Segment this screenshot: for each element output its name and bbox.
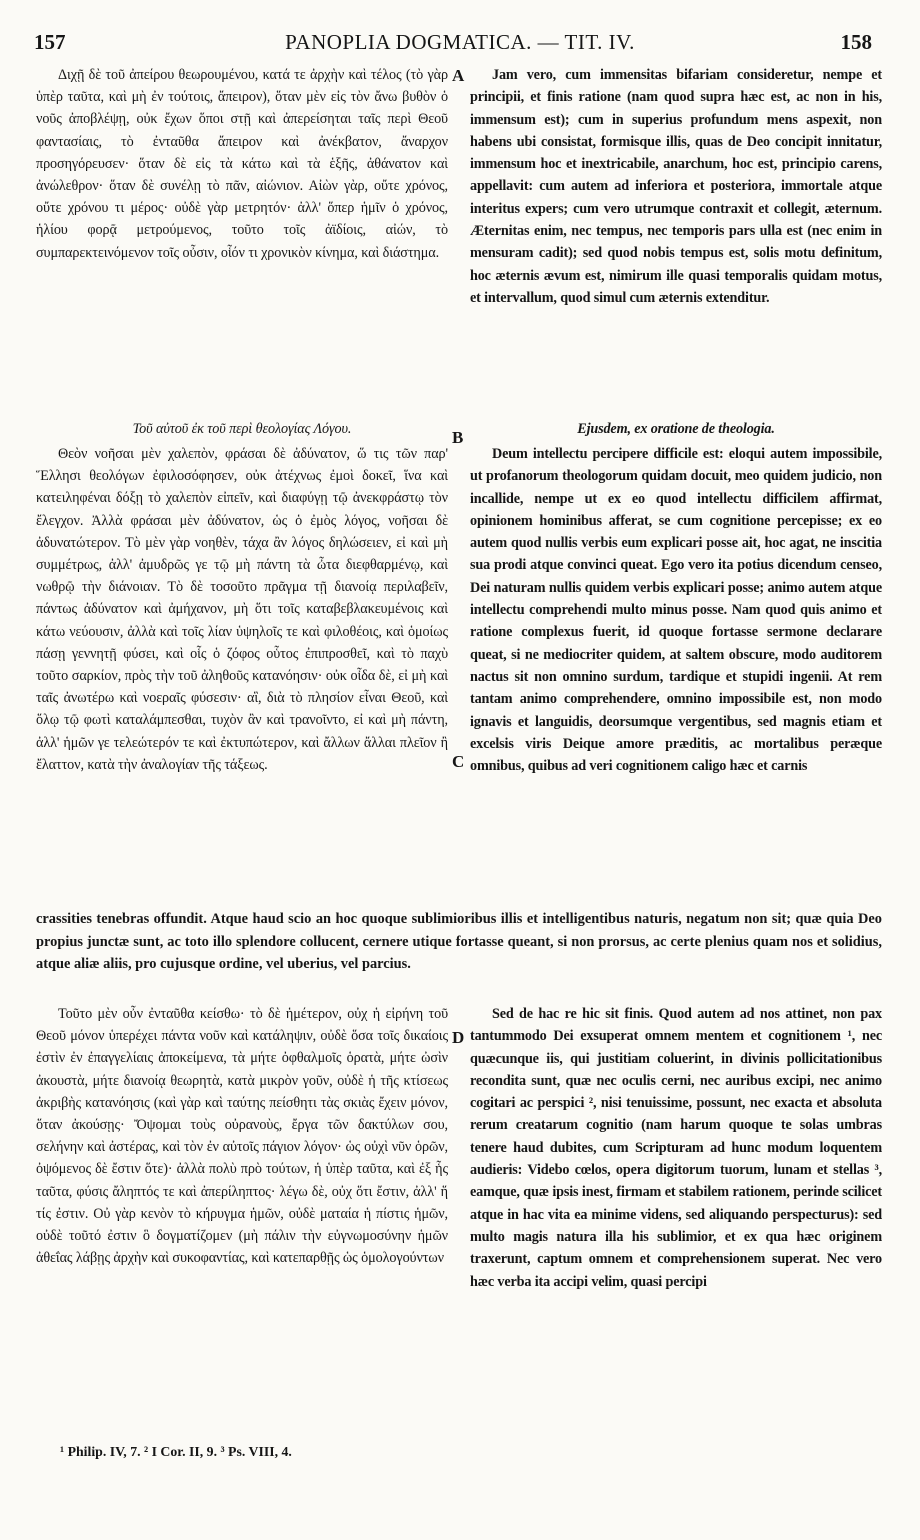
greek-paragraph-2: [36, 443, 448, 776]
greek-title: Τοῦ αὐτοῦ ἐκ τοῦ περὶ θεολογίας Λόγου.: [132, 421, 352, 437]
section-marker-d: D: [452, 1028, 465, 1047]
latin-paragraph-2: [470, 443, 882, 777]
latin-continuation: [36, 908, 882, 976]
latin-paragraph-1: [470, 64, 882, 309]
greek-text-2: Θεὸν νοῆσαι μὲν χαλεπὸν, φράσαι δὲ ἀδύνατον, ὥ τις τῶν παρ' Ἕλλησι θεολόγων ἐφιλοσόφησεν, οὐκ ἀτέχνως ἐμοὶ δοκεῖ, ἵνα καὶ κατειληφέναι δόξῃ τὸ χαλεπὸν εἰπεῖν, καὶ διαφύγῃ τῷ ἀνεκφράστῳ τὸν ἔλεγχον. Ἀλλὰ φράσαι μὲν ἀδύνατον, ὡς ὁ ἐμὸς λόγος, νοῆσαι δὲ ἀδυνατώτερον. Τὸ μὲν γὰρ νοηθὲν, τάχα ἂν λόγος δηλώσειεν, εἰ καὶ μὴ συμμέτρως, ἀλλ' ἀμυδρῶς γε τῷ μὴ πάντη τὰ ὦτα διεφθαρμένῳ, καὶ νωθρῷ τὴν διάνοιαν. Τὸ δὲ τοσοῦτο πρᾶγμα τῇ διανοίᾳ περιλαβεῖν, πάντως ἀδύνατον καὶ ἀμήχανον, μὴ ὅτι τοῖς καταβεβλακευμένοις καὶ κάτω νεύουσιν, ἀλλὰ καὶ τοῖς λίαν ὑψηλοῖς τε καὶ φιλοθέοις, καὶ ὁμοίως πάσῃ γεννητῇ φύσει, καὶ οἷς ὁ ζόφος οὗτος ἐπιπροσθεῖ, καὶ τὸ παχὺ τοῦτο σαρκίον, πρὸς τὴν τοῦ ἀληθοῦς κατανόησιν· οὐκ οἶδα δὲ, εἰ μὴ καὶ ταῖς ἀνωτέρω καὶ νοεραῖς φύσεσιν· αἳ, διὰ τὸ πλησίον εἶναι Θεοῦ, καὶ ὅλῳ τῷ φωτὶ καταλάμπεσθαι, τυχὸν ἂν καὶ τρανοῖντο, εἰ καὶ μὴ πάντη, ἀλλ' ἡμῶν γε τελεώτερόν τε καὶ ἐκτυπώτερον, καὶ ἄλλων ἄλλαι πλεῖον ἢ ἔλαττον, κατὰ τὴν ἀναλογίαν τῆς τάξεως.: [36, 446, 448, 773]
greek-paragraph-3: [36, 1003, 448, 1269]
latin-paragraph-3: [470, 1003, 882, 1293]
footnotes-text: ¹ Philip. IV, 7. ² I Cor. II, 9. ³ Ps. VIII, 4.: [60, 1444, 292, 1459]
section-marker-a: A: [452, 66, 465, 85]
greek-paragraph-1: [36, 64, 448, 264]
footnotes: [60, 1442, 460, 1462]
greek-text-3: Τοῦτο μὲν οὖν ἐνταῦθα κείσθω· τὸ δὲ ἡμέτερον, οὐχ ἡ εἰρήνη τοῦ Θεοῦ μόνον ὑπερέχει πάντα νοῦν καὶ κατάληψιν, οὐδὲ ὅσα τοῖς δικαίοις ἐστὶν ἐν ἐπαγγελίαις ἀποκείμενα, τὰ μήτε ὀφθαλμοῖς ὁρατὰ, μήτε ὠσὶν ἀκουστὰ, μήτε διανοίᾳ θεωρητὰ, κατὰ μικρὸν γοῦν, οὐδὲ ἡ τῆς κτίσεως ἀκριβὴς κατανόησις (καὶ γὰρ καὶ ταύτης πείσθητι τὰς σκιὰς ἔχειν μόνον, ὅταν ἀκούσῃς· Ὄψομαι τοὺς οὐρανοὺς, ἔργα τῶν δακτύλων σου, σελήνην καὶ ἀστέρας, καὶ τὸν ἐν αὐτοῖς πάγιον λόγον· ὡς οὐχὶ νῦν ὁρῶν, ὀψόμενος δὲ ἔστιν ὅτε)· ἀλλὰ πολὺ πρὸ τούτων, ἡ ὑπὲρ ταῦτα, καὶ ἐξ ἧς ταῦτα, φύσις ἄληπτός τε καὶ ἀπερίληπτος· λέγω δὲ, οὐχ ὅτι ἔστιν, ἀλλ' ἥ τίς ἐστιν. Οὐ γὰρ κενὸν τὸ κήρυγμα ἡμῶν, οὐδὲ ματαία ἡ πίστις ἡμῶν, οὐδὲ τοῦτό ἐστιν ὃ δογματίζομεν (μὴ πάλιν τὴν εὐγνωμοσύνην ἡμῶν ἀθεΐας λάβῃς ἀρχὴν καὶ συκοφαντίας, καὶ κατεπαρθῇς ὡς ὁμολογούντων: [36, 1006, 448, 1267]
greek-section-title: [36, 418, 448, 440]
latin-text-3: Sed de hac re hic sit finis. Quod autem ad nos attinet, non pax tantummodo Dei exsuperat omnem mentem et cognitionem ¹, nec quæcunque iis, qui justitiam coluerint, in divinis pollicitationibus recondita sunt, quæ nec oculis cerni, nec auribus excipi, nec animo cogitari ac perspici ², nisi tenuissime, possunt, nec exacta et absoluta rerum creatarum cognitio (nam harum quoque te solas umbras tenere haud dubites, cum Scripturam ad hunc modum loquentem audieris: Videbo cœlos, opera digitorum tuorum, lunam et stellas ³, eamque, quæ ipsis inest, firmam et stabilem rationem, perinde scilicet atque in hac vita ea minime videns, sed aliquando perspecturus): sed multo magis natura illa his sublimior, et ex qua hæc originem traxerunt, captum omnem et comprehensionem superat. Nec vero hæc verba ita accipi velim, quasi percipi: [470, 1006, 882, 1290]
running-title: PANOPLIA DOGMATICA. — TIT. IV.: [285, 30, 635, 54]
section-marker-b: B: [452, 428, 464, 447]
page-number-right: 158: [840, 30, 872, 54]
latin-section-title: [470, 418, 882, 440]
latin-continuation-text: crassities tenebras offundit. Atque haud scio an hoc quoque sublimioribus illis et intelligentibus naturis, negatum non sit; quæ quia Deo propius junctæ sunt, ac toto illo splendore collucent, cernere utique fortasse queant, si non prorsus, ac certe plenius quam nos et solidius, atque aliæ aliis, pro cujusque ordine, vel uberius, vel parcius.: [36, 911, 882, 972]
latin-text-2: Deum intellectu percipere difficile est: eloqui autem impossibile, ut profanorum theologorum quidam docuit, meo quidem judicio, non incallide, nempe ut ex eo quod intellectu difficilem affirmat, opinionem hominibus afferat, se cum cognitione percepisse; ex eo autem quod nullis verbis eum explicari posse ait, hoc agat, ne inscitia sua prodi atque convinci queat. Ego vero ita potius dicendum censeo, Dei naturam nullis quidem verbis explicari posse; animo autem atque intellectu comprehendi multo minus posse. Nam quod quis animo et ratione complexus fuerit, id quoque fortasse sermone declarare queat, si ne mediocriter quidem, at saltem obscure, modo auditorem nactus sit non omnino surdum, tardique et stupidi ingenii. At rem tantam animo comprehendere, omnino impossibile est, non modo ignavis et languidis, deorsumque vergentibus, sed magnis etiam et excelsis viris Deique amore præditis, ac mortalibus peræque omnibus, quibus ad veri cognitionem caligo hæc et carnis: [470, 446, 882, 775]
latin-title: Ejusdem, ex oratione de theologia.: [577, 421, 775, 437]
latin-text-1: Jam vero, cum immensitas bifariam consideretur, nempe et principii, et finis ratione (nam quod supra hæc est, ac non in his, immensum est); cum in superius profundum mens aspexit, non habens ubi consistat, formisque illis, quas de Deo concipit innitatur, immensum hoc et inextricabile, anarchum, hoc est, principio carens, appellavit: cum autem ad inferiora et posteriora, immortale atque interitus expers; cum vero utrumque contraxit et collegit, æternum. Æternitas enim, nec tempus, nec temporis pars ulla est (nec enim in mensuram cadit); sed quod nobis tempus est, solis motu definitum, hoc æternis ævum est, nimirum ille quasi temporalis quidam motus, et intervallum, quod simul cum æternis extenditur.: [470, 67, 882, 306]
section-marker-c: C: [452, 752, 465, 771]
greek-text-1: Διχῇ δὲ τοῦ ἀπείρου θεωρουμένου, κατά τε ἀρχὴν καὶ τέλος (τὸ γὰρ ὑπὲρ ταῦτα, καὶ μὴ ἐν τούτοις, ἄπειρον), ὅταν μὲν εἰς τὸν ἄνω βυθὸν ὁ νοῦς ἀποβλέψῃ, οὐκ ἔχων ὅποι στῇ καὶ ἀπερείσηται ταῖς περὶ Θεοῦ φαντασίαις, τὸ ἐνταῦθα ἄπειρον καὶ ἀνέκβατον, ἄναρχον προσηγόρευσεν· ὅταν δὲ εἰς τὰ κάτω καὶ τὰ ἑξῆς, ἀθάνατον καὶ ἀνώλεθρον· ὅταν δὲ συνέλῃ τὸ πᾶν, αἰώνιον. Αἰὼν γὰρ, οὔτε χρόνος, οὔτε χρόνου τι μέρος· οὐδὲ γὰρ μετρητόν· ἀλλ' ὅπερ ἡμῖν ὁ χρόνος, ἡλίου φορᾷ μετρούμενος, τοῦτο τοῖς ἀϊδίοις, αἰών, τὸ συμπαρεκτεινόμενον τοῖς οὖσιν, οἷόν τι χρονικὸν κίνημα, καὶ διάστημα.: [36, 67, 448, 261]
page-number-left: 157: [34, 30, 66, 54]
